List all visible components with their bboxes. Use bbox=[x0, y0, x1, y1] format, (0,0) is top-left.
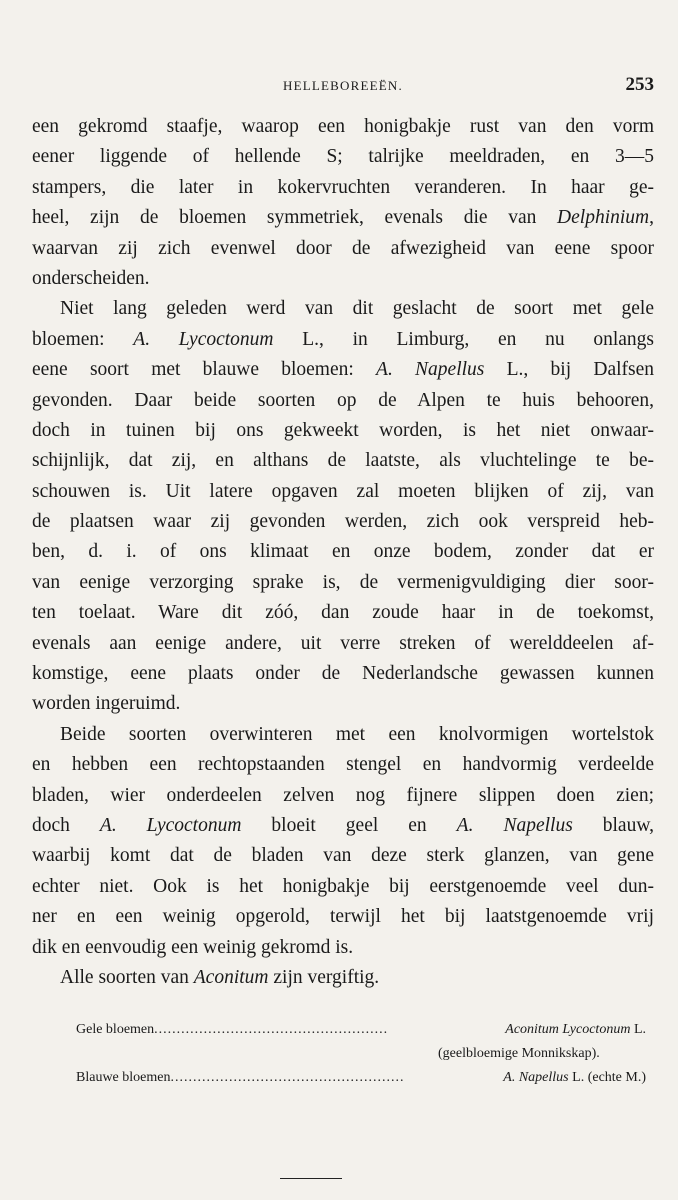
text-line: ner en een weinig opgerold, terwijl het bij laatstgenoemde vrij bbox=[32, 906, 654, 928]
species-key bbox=[76, 1018, 646, 1090]
key-label: Gele bloemen bbox=[76, 1022, 155, 1037]
text-line: schijnlijk, dat zij, en althans de laatste, als vluchtelinge te be- bbox=[32, 450, 654, 472]
closing-rule bbox=[280, 1178, 342, 1179]
key-label: Blauwe bloemen bbox=[76, 1070, 171, 1085]
text-line: stampers, die later in kokervruchten veranderen. In haar ge- bbox=[32, 176, 654, 198]
text-line: de plaatsen waar zij gevonden werden, zich ook verspreid heb- bbox=[32, 511, 654, 533]
key-leader-dots: .................................................... bbox=[170, 1070, 405, 1085]
text-line: waarbij komt dat de bladen van deze sterk glanzen, van gene bbox=[32, 845, 654, 867]
body-text bbox=[32, 112, 654, 993]
text-line: doch A. Lycoctonum bloeit geel en A. Napellus blauw, bbox=[32, 814, 655, 836]
text-line: gevonden. Daar beide soorten op de Alpen te huis behooren, bbox=[32, 389, 654, 411]
text-line: doch in tuinen bij ons gekweekt worden, is het niet onwaar- bbox=[32, 419, 654, 441]
text-line: eene soort met blauwe bloemen: A. Napellus L., bij Dalfsen bbox=[32, 359, 655, 381]
key-species: Aconitum Lycoctonum L. bbox=[505, 1022, 646, 1037]
text-line: en hebben een rechtopstaanden stengel en handvormig verdeelde bbox=[32, 754, 654, 776]
text-line: Niet lang geleden werd van dit geslacht de soort met gele bbox=[60, 298, 654, 320]
key-row-yellow bbox=[76, 1018, 646, 1042]
text-line: dik en eenvoudig een weinig gekromd is. bbox=[32, 936, 354, 958]
text-line: van eenige verzorging sprake is, de vermenigvuldiging dier soor- bbox=[32, 571, 654, 593]
text-line: een gekromd staafje, waarop een honigbakje rust van den vorm bbox=[32, 116, 654, 137]
paragraph bbox=[32, 720, 654, 963]
page-number: 253 bbox=[625, 74, 654, 95]
text-line: bladen, wier onderdeelen zelven nog fijnere slippen doen zien; bbox=[32, 784, 654, 806]
text-line: komstige, eene plaats onder de Nederlandsche gewassen kunnen bbox=[32, 663, 654, 685]
page-header bbox=[32, 74, 654, 100]
key-species: A. Napellus L. (echte M.) bbox=[503, 1070, 646, 1085]
text-line: Beide soorten overwinteren met een knolvormigen wortelstok bbox=[60, 723, 654, 745]
text-line: ben, d. i. of ons klimaat en onze bodem, zonder dat er bbox=[32, 541, 654, 563]
text-line: eener liggende of hellende S; talrijke meeldraden, en 3—5 bbox=[32, 146, 654, 168]
text-line: schouwen is. Uit latere opgaven zal moeten blijken of zij, van bbox=[32, 480, 654, 502]
key-leader-dots: .................................................... bbox=[154, 1022, 389, 1037]
paragraph bbox=[32, 294, 654, 719]
text-line: Alle soorten van Aconitum zijn vergiftig. bbox=[60, 966, 380, 988]
text-line: onderscheiden. bbox=[32, 267, 150, 289]
text-line: echter niet. Ook is het honigbakje bij eerstgenoemde veel dun- bbox=[32, 875, 654, 897]
text-line: ten toelaat. Ware dit zóó, dan zoude haar in de toekomst, bbox=[32, 602, 654, 624]
paragraph bbox=[32, 112, 654, 294]
key-row-blue bbox=[76, 1066, 646, 1090]
text-line: waarvan zij zich evenwel door de afwezigheid van eene spoor bbox=[32, 237, 654, 259]
text-line: worden ingeruimd. bbox=[32, 693, 181, 715]
text-line: heel, zijn de bloemen symmetriek, evenals die van Delphinium, bbox=[32, 207, 654, 229]
running-head: HELLEBOREEËN. bbox=[283, 78, 403, 93]
key-common-name: (geelbloemige Monnikskap). bbox=[438, 1046, 600, 1061]
text-line: evenals aan eenige andere, uit verre streken of werelddeelen af- bbox=[32, 632, 654, 654]
paragraph bbox=[32, 963, 654, 993]
text-line: bloemen: A. Lycoctonum L., in Limburg, en nu onlangs bbox=[32, 328, 654, 350]
